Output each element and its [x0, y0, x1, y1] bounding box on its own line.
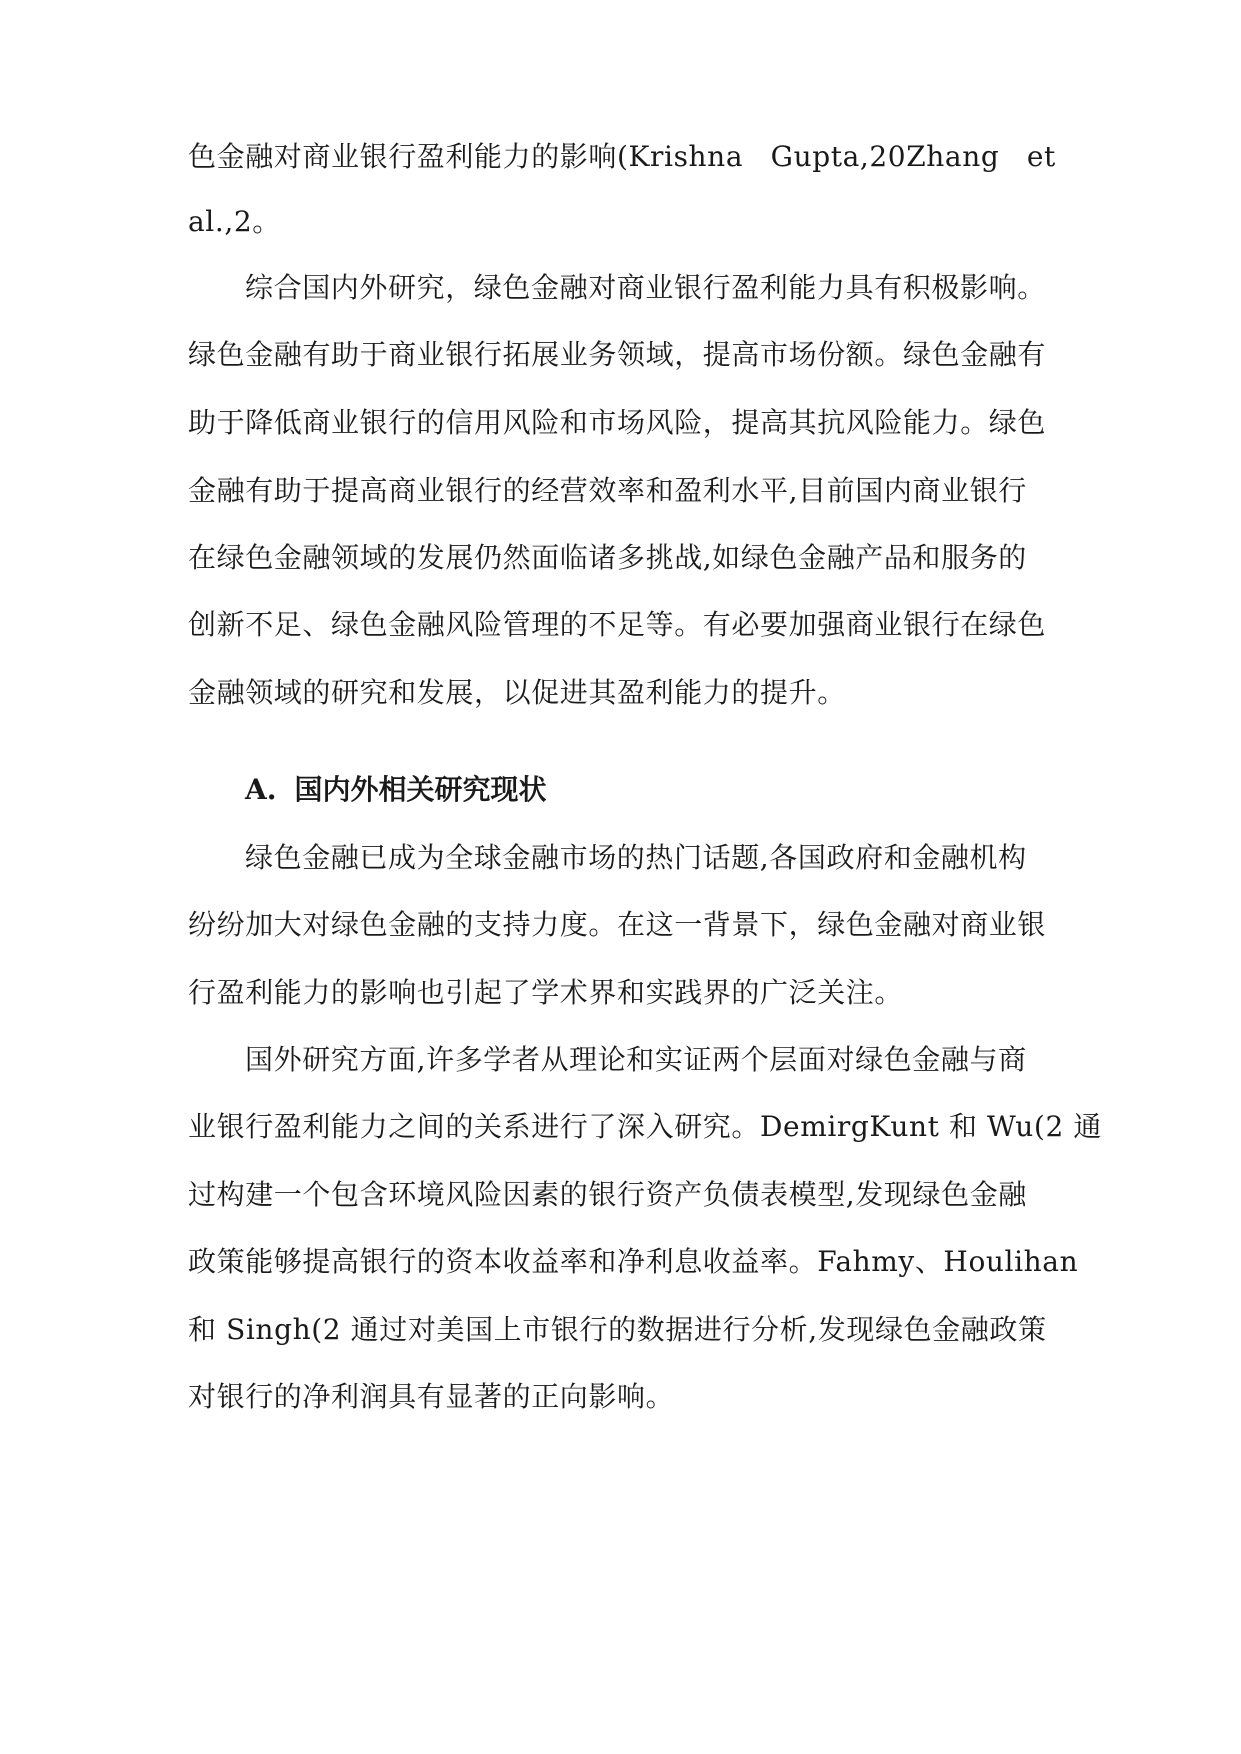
text-line: 金融领域的研究和发展，以促进其盈利能力的提升。	[188, 676, 846, 709]
text-line: 在绿色金融领域的发展仍然面临诸多挑战,如绿色金融产品和服务的	[188, 541, 1027, 574]
text-line: 和 Singh(2 通过对美国上市银行的数据进行分析,发现绿色金融政策	[188, 1313, 1047, 1346]
paragraph-first-line: 绿色金融已成为全球金融市场的热门话题,各国政府和金融机构	[245, 841, 1027, 874]
text-line: 政策能够提高银行的资本收益率和净利息收益率。Fahmy、Houlihan	[188, 1245, 1079, 1278]
section-heading	[245, 770, 547, 810]
section-number: A.	[245, 773, 277, 806]
paragraph-first-line: 国外研究方面,许多学者从理论和实证两个层面对绿色金融与商	[245, 1043, 1027, 1076]
text-line: 色金融对商业银行盈利能力的影响(Krishna Gupta,20Zhang et	[188, 140, 1056, 173]
text-line: al.,2。	[188, 205, 281, 238]
text-line: 助于降低商业银行的信用风险和市场风险，提高其抗风险能力。绿色	[188, 406, 1047, 439]
text-line: 纷纷加大对绿色金融的支持力度。在这一背景下，绿色金融对商业银	[188, 908, 1047, 941]
text-line: 金融有助于提高商业银行的经营效率和盈利水平,目前国内商业银行	[188, 474, 1027, 507]
text-line: 过构建一个包含环境风险因素的银行资产负债表模型,发现绿色金融	[188, 1178, 1027, 1211]
text-line: 业银行盈利能力之间的关系进行了深入研究。DemirgKunt 和 Wu(2 通	[188, 1110, 1102, 1143]
text-line: 绿色金融有助于商业银行拓展业务领域，提高市场份额。绿色金融有	[188, 338, 1047, 371]
paragraph-first-line: 综合国内外研究，绿色金融对商业银行盈利能力具有积极影响。	[245, 271, 1046, 304]
text-line: 创新不足、绿色金融风险管理的不足等。有必要加强商业银行在绿色	[188, 608, 1047, 641]
text-line: 对银行的净利润具有显著的正向影响。	[188, 1380, 675, 1413]
section-title: 国内外相关研究现状	[294, 773, 547, 806]
text-line: 行盈利能力的影响也引起了学术界和实践界的广泛关注。	[188, 976, 904, 1009]
